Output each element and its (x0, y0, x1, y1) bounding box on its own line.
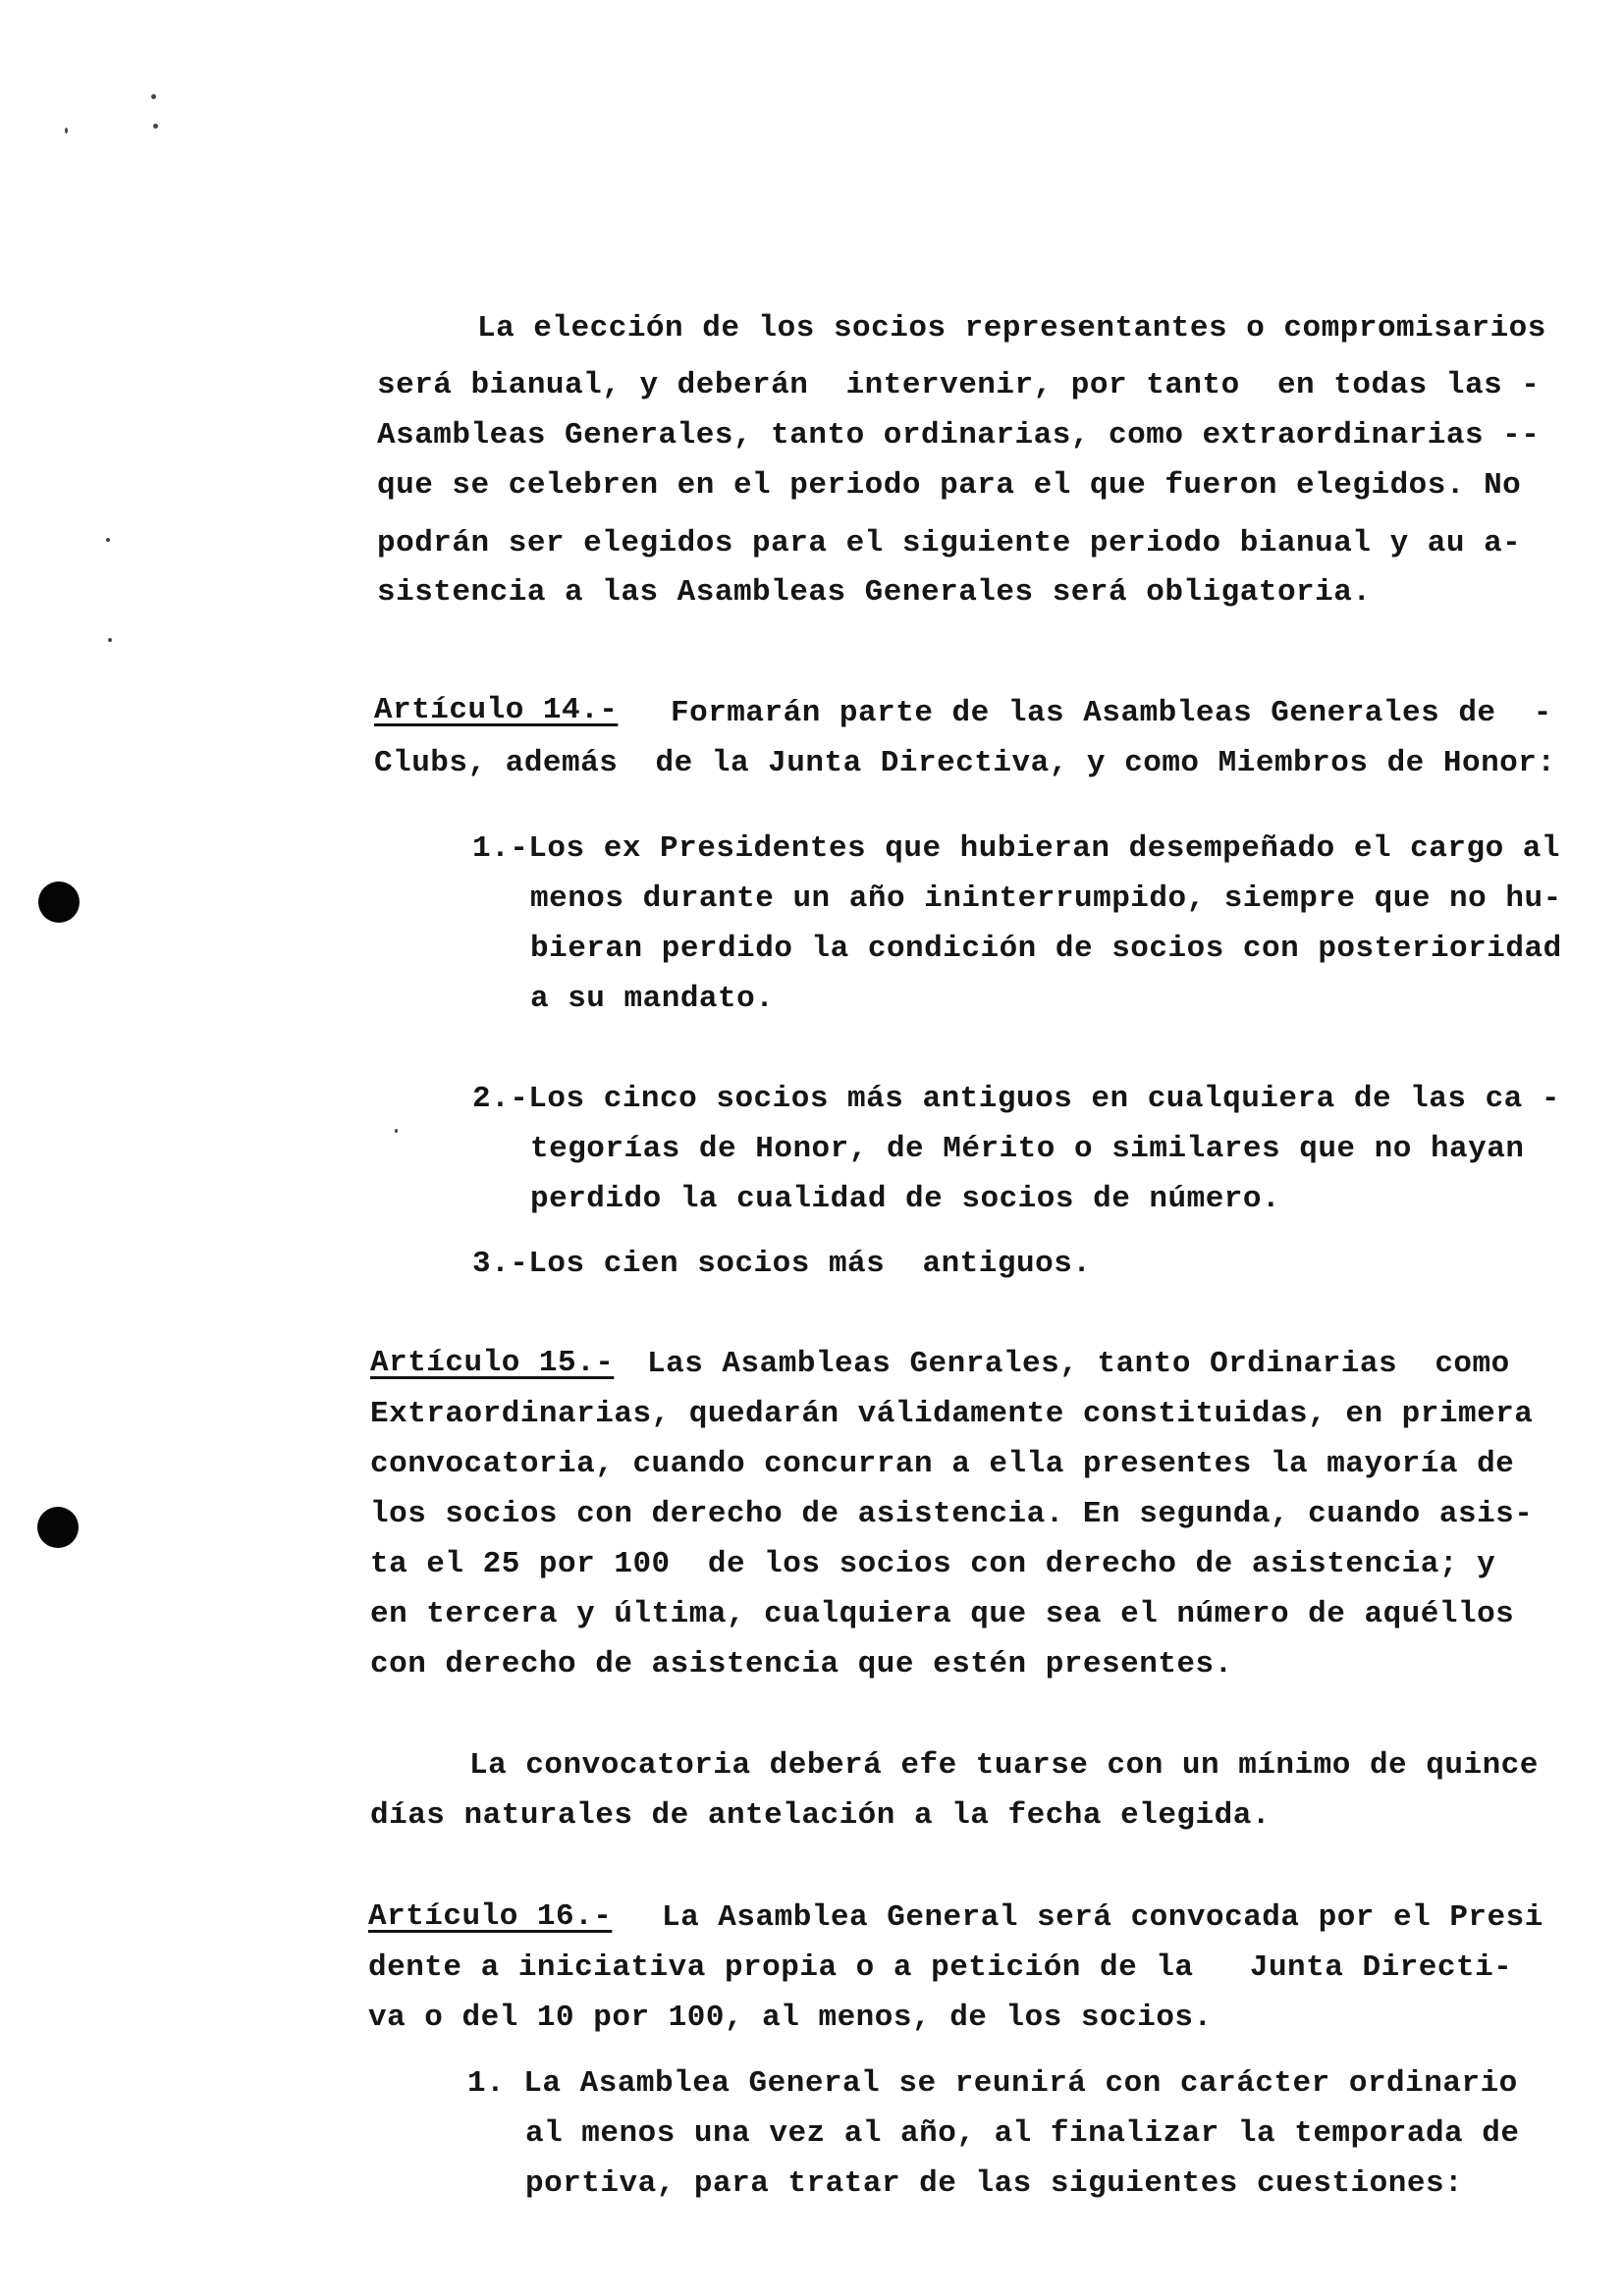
article-14-item-2-line: perdido la cualidad de socios de número. (530, 1182, 1281, 1216)
scan-speck (151, 94, 156, 99)
scan-speck (65, 128, 68, 133)
article-16-item-1-line: al menos una vez al año, al finalizar la temporada de (525, 2116, 1520, 2151)
article-14-intro-line: Clubs, además de la Junta Directiva, y como Miembros de Honor: (374, 746, 1556, 780)
article-15-line: Las Asambleas Genrales, tanto Ordinarias como (647, 1347, 1510, 1381)
article-16-line: va o del 10 por 100, al menos, de los socios. (368, 2001, 1213, 2035)
paragraph-line: Asambleas Generales, tanto ordinarias, como extraordinarias -- (377, 418, 1541, 453)
article-14-item-2-line: 2.-Los cinco socios más antiguos en cualquiera de las ca - (472, 1082, 1560, 1116)
paragraph-line: que se celebren en el periodo para el que fueron elegidos. No (377, 468, 1522, 503)
scan-speck (153, 124, 158, 129)
article-14-heading: Artículo 14.- (374, 693, 619, 727)
article-16-line: dente a iniciativa propia o a petición de la Junta Directi- (368, 1950, 1513, 1985)
paragraph-line: sistencia a las Asambleas Generales será obligatoria. (377, 575, 1372, 610)
article-14-item-1-line: 1.-Los ex Presidentes que hubieran desempeñado el cargo al (472, 831, 1560, 866)
article-16-item-1-line: portiva, para tratar de las siguientes cuestiones: (525, 2166, 1464, 2201)
article-15-heading: Artículo 15.- (370, 1346, 615, 1380)
article-15-line: con derecho de asistencia que estén presentes. (370, 1647, 1233, 1682)
article-16-line: La Asamblea General será convocada por el Presi (662, 1900, 1543, 1935)
article-14-item-1-line: menos durante un año ininterrumpido, siempre que no hu- (530, 881, 1562, 916)
convocatoria-line: La convocatoria deberá efe tuarse con un mínimo de quince (469, 1748, 1539, 1783)
article-14-item-1-line: bieran perdido la condición de socios con posterioridad (530, 932, 1562, 966)
convocatoria-line: días naturales de antelación a la fecha elegida. (370, 1798, 1271, 1833)
article-14-item-1-line: a su mandato. (530, 982, 775, 1016)
article-14-item-3: 3.-Los cien socios más antiguos. (472, 1247, 1092, 1281)
article-15-line: ta el 25 por 100 de los socios con derecho de asistencia; y (370, 1547, 1496, 1581)
article-15-line: convocatoria, cuando concurran a ella presentes la mayoría de (370, 1447, 1515, 1481)
article-14-intro-line: Formarán parte de las Asambleas Generales de - (671, 696, 1552, 730)
article-15-line: Extraordinarias, quedarán válidamente constituidas, en primera (370, 1397, 1534, 1431)
punch-hole-bottom (37, 1507, 79, 1548)
paragraph-line: será bianual, y deberán intervenir, por tanto en todas las - (377, 368, 1541, 402)
punch-hole-top (38, 881, 80, 923)
article-16-item-1-line: 1. La Asamblea General se reunirá con carácter ordinario (467, 2066, 1518, 2101)
article-15-line: los socios con derecho de asistencia. En segunda, cuando asis- (370, 1497, 1534, 1531)
article-15-line: en tercera y última, cualquiera que sea el número de aquéllos (370, 1597, 1515, 1631)
paragraph-line: La elección de los socios representantes o compromisarios (477, 311, 1546, 346)
scan-speck (108, 638, 112, 642)
article-14-item-2-line: tegorías de Honor, de Mérito o similares que no hayan (530, 1132, 1525, 1166)
paragraph-line: podrán ser elegidos para el siguiente periodo bianual y au a- (377, 526, 1522, 561)
scan-speck (106, 538, 110, 542)
article-16-heading: Artículo 16.- (368, 1899, 613, 1934)
scan-speck (395, 1129, 398, 1133)
